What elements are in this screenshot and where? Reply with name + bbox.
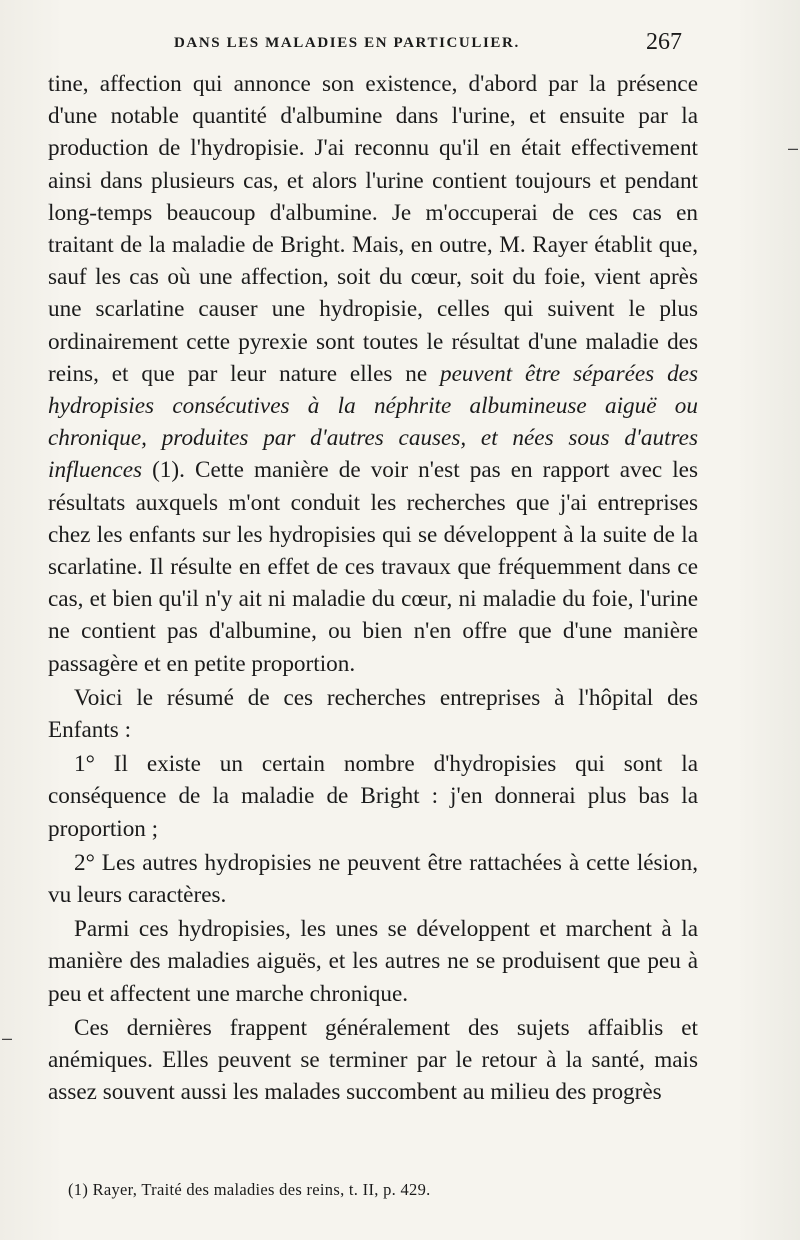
list-item-2: 2° Les autres hydropisies ne peuvent être rattachées à cette lésion, vu leurs caractères.	[48, 849, 698, 909]
paragraph-3: Parmi ces hydropisies, les unes se développent et marchent à la manière des maladies aiguës, et les autres ne se produisent que peu à peu et affectent une marche chronique.	[48, 916, 698, 1007]
paragraph-2: Voici le résumé de ces recherches entreprises à l'hôpital des Enfants :	[48, 684, 698, 744]
paragraph-1	[48, 68, 698, 680]
list-item-1: 1° Il existe un certain nombre d'hydropisies qui sont la conséquence de la maladie de Bright : j'en donnerai plus bas la proportion ;	[48, 751, 698, 842]
margin-dash-right: –	[787, 138, 798, 158]
paragraph-1-text: tine, affection qui annonce son existence, d'abord par la présence d'une notable quantité d'albumine dans l'urine, et ensuite par la production de l'hydropisie. J'ai reconnu qu'il en était effectivement ainsi dans plusieurs cas, et alors l'urine contient toujours et pendant long-temps beaucoup d'albumine. Je m'occuperai de ces cas en traitant de la maladie de Bright. Mais, en outre, M. Rayer établit que, sauf les cas où une affection, soit du cœur, soit du foie, vient après une scarlatine causer une hydropisie, celles qui suivent le plus ordinairement cette pyrexie sont toutes le résultat d'une maladie des reins, et que par leur nature elles ne	[48, 71, 698, 387]
page-header	[48, 28, 688, 62]
margin-dash-left: –	[2, 1028, 13, 1048]
quoted-italic-passage: peuvent être séparées des hydropisies consécutives à la néphrite albumineuse aiguë ou chronique, produites par d'autres causes, et nées sous d'autres influences	[48, 360, 698, 484]
body-text	[48, 68, 698, 1109]
paragraph-4: Ces dernières frappent généralement des sujets affaiblis et anémiques. Elles peuvent se terminer par le retour à la santé, mais assez souvent aussi les malades succombent au milieu des progrès	[48, 1014, 698, 1106]
running-head: DANS LES MALADIES EN PARTICULIER.	[174, 35, 520, 51]
paragraph-1-continuation: (1). Cette manière de voir n'est pas en rapport avec les résultats auxquels m'ont conduit les recherches que j'ai entreprises chez les enfants sur les hydropisies qui se développent à la suite de la scarlatine. Il résulte en effet de ces travaux que fréquemment dans ce cas, et bien qu'il n'y ait ni maladie du cœur, ni maladie du foie, l'urine ne contient pas d'albumine, ou bien n'en offre que d'une manière passagère et en petite proportion.	[48, 457, 698, 677]
page-number: 267	[646, 29, 682, 55]
footnote: (1) Rayer, Traité des maladies des reins, t. II, p. 429.	[68, 1180, 431, 1199]
